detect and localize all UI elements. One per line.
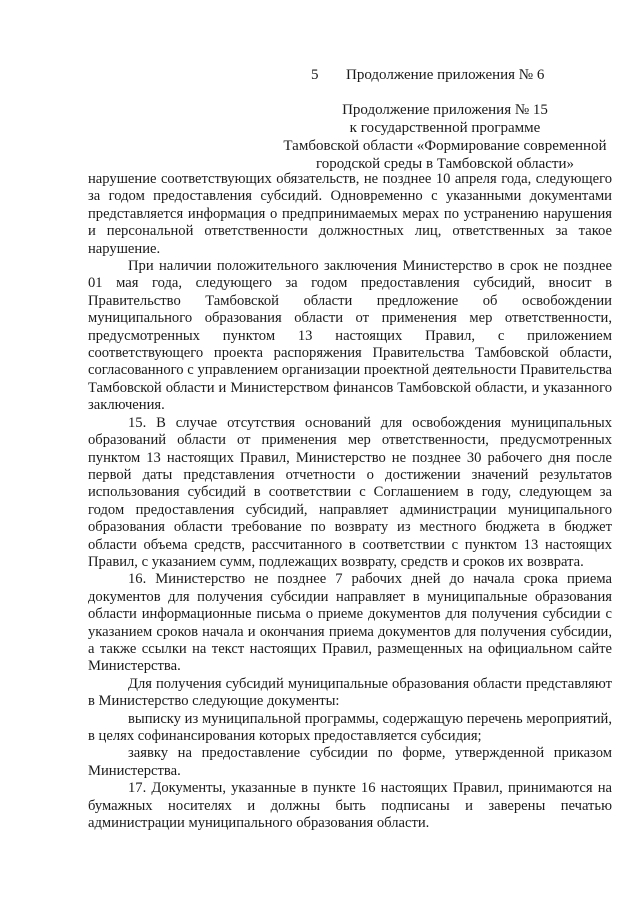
appendix-line: Тамбовской области «Формирование современной [283,138,607,154]
paragraph: При наличии положительного заключения Министерство в срок не позднее 01 мая года, следующего за годом предоставления субсидий, вносит в Правительство Тамбовской области предложение об освобождении муниципального образования области от применения мер ответственности, предусмотренных пунктом 13 настоящих Правил, с приложением соответствующего проекта распоряжения Правительства Тамбовской области, согласованного с управлением организации проектной деятельности Правительства Тамбовской области и Министерством финансов Тамбовской области, и указанного заключения. [88,258,612,414]
continuation-title: Продолжение приложения № 6 [346,67,545,83]
appendix-heading [270,101,620,173]
document-body [88,171,612,832]
appendix-line: городской среды в Тамбовской области» [315,156,575,172]
paragraph-item-15: 15. В случае отсутствия оснований для освобождения муниципальных образований области от применения мер ответственности, предусмотренных пунктом 13 настоящих Правил, Министерство не позднее 30 рабочего дня после первой даты представления отчетности о достижении значений результатов использования субсидий в соответствии с Соглашением в году, следующем за годом предоставления субсидий, направляет администрации муниципального образования области требование по возврату из местного бюджета в бюджет области объема средств, рассчитанного в соответствии с пунктом 13 настоящих Правил, с указанием сумм, подлежащих возврату, средств и сроков их возврата. [88,414,612,570]
paragraph: Для получения субсидий муниципальные образования области представляют в Министерство следующие документы: [88,675,612,710]
paragraph: заявку на предоставление субсидии по форме, утвержденной приказом Министерства. [88,745,612,779]
paragraph: выписку из муниципальной программы, содержащую перечень мероприятий, в целях софинансирования которых предоставляется субсидия; [88,710,612,744]
page-number: 5 [311,67,319,83]
appendix-line: Продолжение приложения № 15 [342,102,548,118]
paragraph-item-17: 17. Документы, указанные в пункте 16 настоящих Правил, принимаются на бумажных носителях и должны быть подписаны и заверены печатью администрации муниципального образования области. [88,780,612,832]
paragraph: нарушение соответствующих обязательств, не позднее 10 апреля года, следующего за годом предоставления субсидий. Одновременно с указанными документами представляется информация о предпринимаемых мерах по устранению нарушения и персональной ответственности должностных лиц, ответственных за такое нарушение. [88,171,612,257]
paragraph-item-16: 16. Министерство не позднее 7 рабочих дней до начала срока приема документов для получения субсидии направляет в муниципальные образования области информационные письма о приеме документов для получения субсидии с указанием сроков начала и окончания приема документов для получения субсидии, а также ссылки на текст настоящих Правил, размещенных на официальном сайте Министерства. [88,571,612,675]
appendix-line: к государственной программе [349,120,541,136]
